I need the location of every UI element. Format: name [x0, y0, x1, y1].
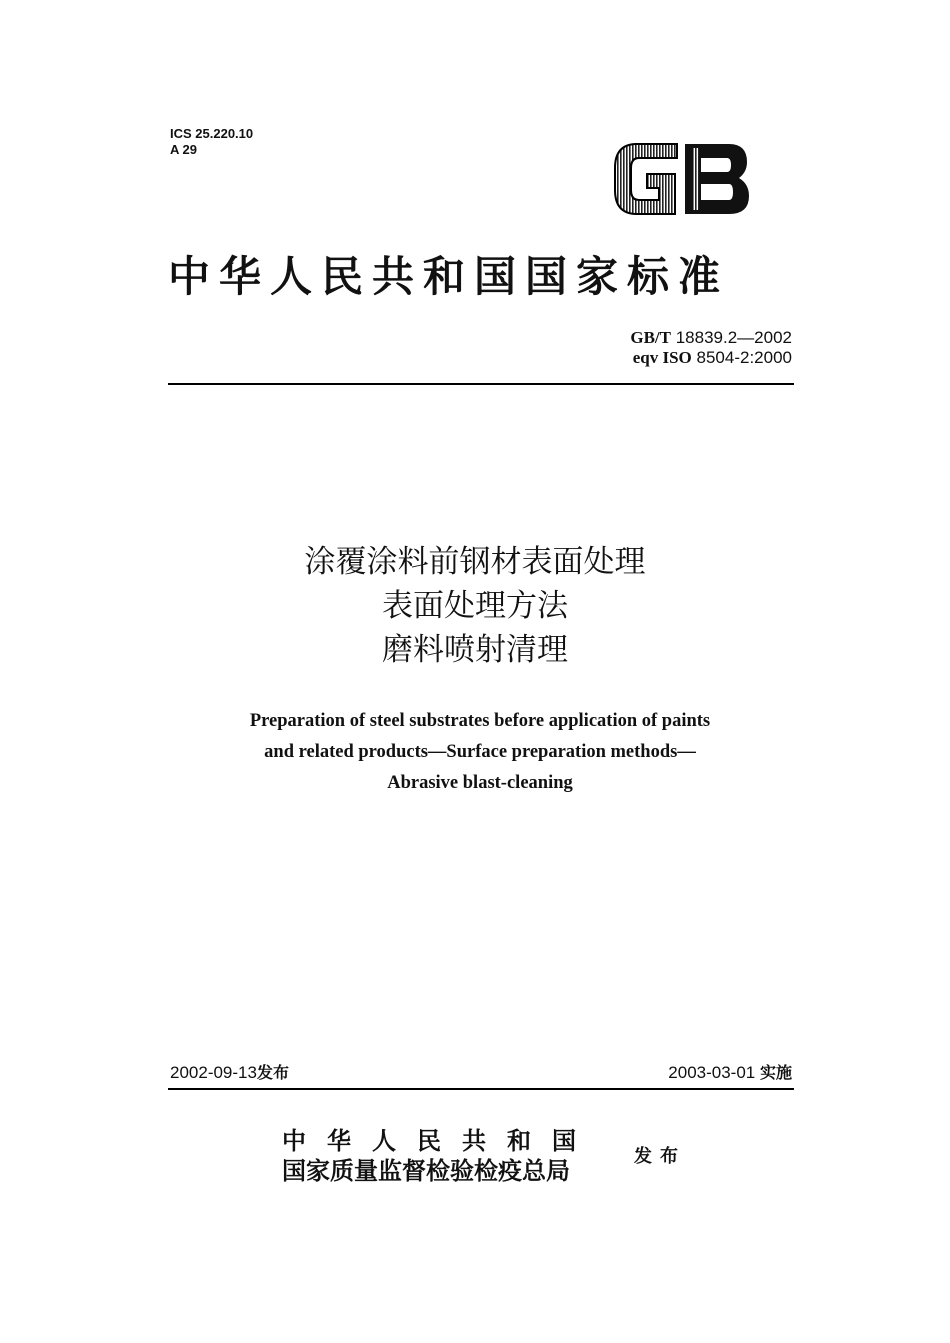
equivalent-prefix: eqv ISO — [632, 348, 692, 367]
issuing-authority — [282, 1126, 597, 1186]
standard-number — [560, 328, 792, 348]
ics-code: ICS 25.220.10 — [170, 126, 254, 141]
english-title-line-2: and related products—Surface preparation methods— — [264, 742, 696, 762]
chinese-title — [0, 540, 950, 672]
issuer-line-1: 中华人民共和国 — [282, 1126, 597, 1155]
issue-label: 发布 — [256, 1063, 289, 1082]
chinese-title-line-1: 涂覆涂料前钢材表面处理 — [304, 544, 646, 580]
chinese-title-line-2: 表面处理方法 — [382, 588, 568, 624]
classification-codes — [170, 126, 253, 158]
bottom-divider — [168, 1088, 794, 1090]
standard-code-block — [560, 328, 792, 368]
english-title-line-1: Preparation of steel substrates before application of paints — [249, 711, 711, 731]
implement-label: 实施 — [759, 1063, 792, 1082]
implement-date: 2003-03-01 — [668, 1063, 756, 1082]
issue-date: 2002-09-13 — [170, 1063, 257, 1082]
gb-logo — [611, 138, 751, 220]
issue-date-block — [170, 1060, 289, 1083]
implement-date-block — [560, 1060, 792, 1083]
ccs-code: A 29 — [170, 142, 197, 157]
publish-label: 发布 — [634, 1146, 686, 1167]
standard-number-value: 18839.2—2002 — [675, 328, 792, 347]
equivalent-number: 8504-2:2000 — [696, 348, 792, 367]
chinese-title-line-3: 磨料喷射清理 — [382, 632, 568, 668]
english-title-line-3: Abrasive blast-cleaning — [387, 773, 573, 793]
english-title — [0, 706, 950, 799]
top-divider — [168, 383, 794, 385]
standard-prefix: GB/T — [630, 328, 671, 347]
issuer-line-2: 国家质量监督检验检疫总局 — [282, 1156, 570, 1185]
national-standard-title: 中华人民共和国国家标准 — [168, 252, 730, 301]
equivalent-standard — [560, 348, 792, 368]
